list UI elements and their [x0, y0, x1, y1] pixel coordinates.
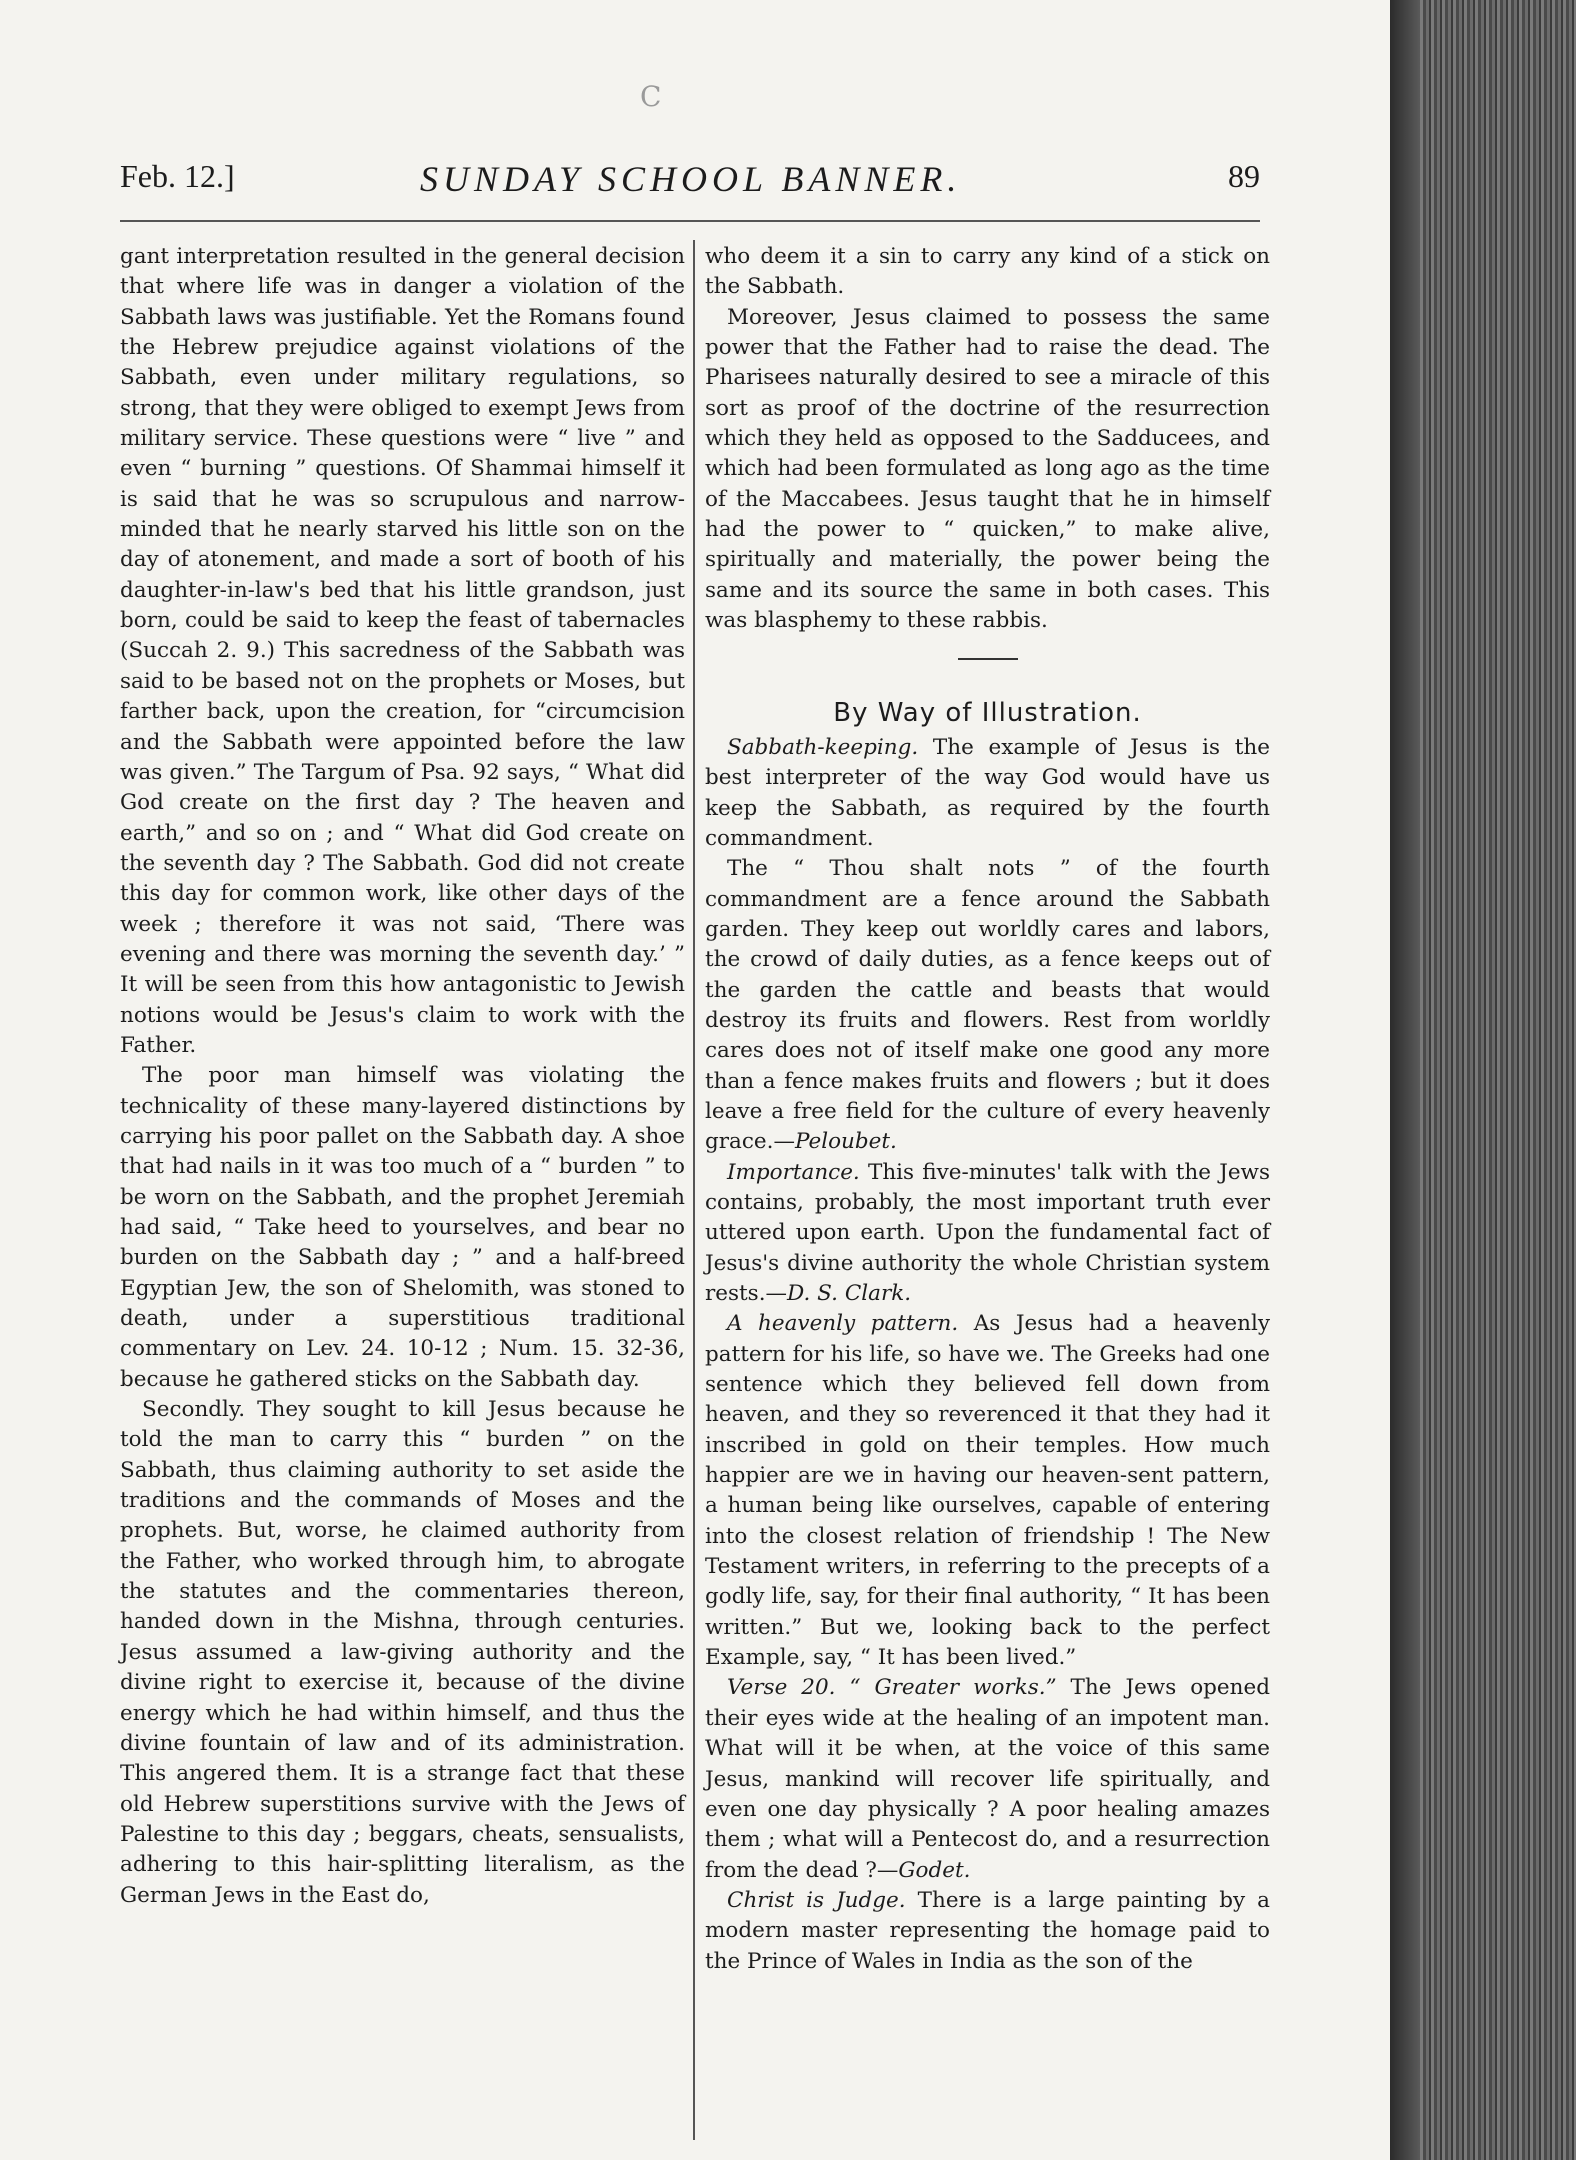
illustration-text: As Jesus had a heavenly pattern for his life, so have we. The Greeks had one sentence which they believed fell down from heaven, and they so reverenced it that they had it inscribed in gold on their temples. How much happier are we in having our heaven-sent pattern, a human being like ourselves, capable of entering into the closest relation of friendship ! The New Testament writers, in referring to the precepts of a godly life, say, for their final authority, “ It has been written.” But we, looking back to the perfect Example, say, “ It has been lived.” [705, 1311, 1270, 1671]
paragraph: Secondly. They sought to kill Jesus because he told the man to carry this “ burden ” on the Sabbath, thus claiming authority to set aside the traditions and the commands of Moses and the prophets. But, worse, he claimed authority from the Father, who worked through him, to abrogate the statutes and the commentaries thereon, handed down in the Mishna, through centuries. Jesus assumed a law-giving authority and the divine right to exercise it, because of the divine energy which he had within himself, and thus the divine fountain of law and of its administration. This angered them. It is a strange fact that these old Hebrew superstitions survive with the Jews of Palestine to this day ; beggars, cheats, sensualists, adhering to this hair-splitting literalism, as the German Jews in the East do, [120, 1397, 685, 1908]
illustration-lead: Christ is Judge. [727, 1887, 906, 1913]
illustration-text: The example of Jesus is the best interpreter of the way God would have us keep the Sabbath, as required by the fourth commandment. [705, 734, 1270, 851]
left-column [120, 242, 685, 1911]
book-spine-shadow [1390, 0, 1420, 2160]
section-separator [958, 658, 1018, 660]
running-head [120, 158, 1260, 208]
illustration-paragraph [705, 733, 1270, 854]
page-number: 89 [1228, 158, 1260, 194]
column-rule [693, 240, 695, 2140]
issue-date: Feb. 12.] [120, 158, 235, 194]
section-heading: By Way of Illustration. [833, 698, 1142, 729]
illustration-paragraph [705, 854, 1270, 1157]
illustration-text: There is a large painting by a modern master representing the homage paid to the Prince of Wales in India as the son of the [705, 1887, 1270, 1974]
illustration-text: The “ Thou shalt nots ” of the fourth commandment are a fence around the Sabbath garden. They keep out worldly cares and labors, the crowd of daily duties, as a fence keeps out of the garden the cattle and beasts that would destroy its fruits and flowers. Rest from worldly cares does not of itself make one good any more than a fence makes fruits and flowers ; but it does leave a free field for the culture of every heavenly grace.— [705, 856, 1270, 1155]
right-column [705, 242, 1270, 1977]
illustration-paragraph [705, 1673, 1270, 1885]
paragraph: gant interpretation resulted in the general decision that where life was in danger a violation of the Sabbath laws was justifiable. Yet the Romans found the Hebrew prejudice against violations of the Sabbath, even under military regulations, so strong, that they were obliged to exempt Jews from military service. These questions were “ live ” and even “ burning ” questions. Of Shammai himself it is said that he was so scrupulous and narrow-minded that he nearly starved his little son on the day of atonement, and made a sort of booth of his daughter-in-law's bed that his little grandson, just born, could be said to keep the feast of tabernacles (Succah 2. 9.) This sacredness of the Sabbath was said to be based not on the prophets or Moses, but farther back, upon the creation, for “circumcision and the Sabbath were appointed before the law was given.” The Targum of Psa. 92 says, “ What did God create on the first day ? The heaven and earth,” and so on ; and “ What did God create on the seventh day ? The Sabbath. God did not create this day for common work, like other days of the week ; therefore it was not said, ‘There was evening and there was morning the seventh day.’ ” It will be seen from this how antagonistic to Jewish notions would be Jesus's claim to work with the Father. [120, 244, 685, 1058]
illustration-text: The Jews opened their eyes wide at the healing of an impotent man. What will it be when, at the voice of this same Jesus, mankind will recover life spiritually, and even one day physically ? A poor healing amazes them ; what will a Pentecost do, and a resurrection from the dead ?— [705, 1675, 1270, 1883]
illustration-paragraph [705, 1309, 1270, 1673]
illustration-text: This five-minutes' talk with the Jews contains, probably, the most important truth ever uttered upon earth. Upon the fundamental fact of Jesus's divine authority the whole Christian system rests.— [705, 1159, 1270, 1306]
illustration-credit: Peloubet. [794, 1129, 897, 1155]
illustration-credit: Godet. [898, 1857, 971, 1883]
publication-title: SUNDAY SCHOOL BANNER. [420, 159, 962, 199]
paragraph: who deem it a sin to carry any kind of a stick on the Sabbath. [705, 244, 1270, 300]
paragraph: Moreover, Jesus claimed to possess the same power that the Father had to raise the dead. The Pharisees naturally desired to see a miracle of this sort as proof of the doctrine of the resurrection which they held as opposed to the Sadducees, and which had been formulated as long ago as the time of the Maccabees. Jesus taught that he in himself had the power to “ quicken,” to make alive, spiritually and materially, the power being the same and its source the same in both cases. This was blasphemy to these rabbis. [705, 304, 1270, 634]
illustration-lead: Verse 20. “ Greater works.” [727, 1675, 1057, 1701]
illustration-lead: A heavenly pattern. [727, 1311, 959, 1337]
header-rule [120, 220, 1260, 222]
illustration-paragraph [705, 1158, 1270, 1310]
book-edge [1390, 0, 1576, 2160]
illustration-paragraph [705, 1886, 1270, 1977]
top-mark: C [640, 80, 662, 113]
illustration-lead: Importance. [727, 1159, 860, 1185]
paragraph: The poor man himself was violating the technicality of these many-layered distinctions by carrying his poor pallet on the Sabbath day. A shoe that had nails in it was too much of a “ burden ” to be worn on the Sabbath, and the prophet Jeremiah had said, “ Take heed to yourselves, and bear no burden on the Sabbath day ; ” and a half-breed Egyptian Jew, the son of Shelomith, was stoned to death, under a superstitious traditional commentary on Lev. 24. 10-12 ; Num. 15. 32-36, because he gathered sticks on the Sabbath day. [120, 1063, 685, 1392]
illustration-lead: Sabbath-keeping. [727, 734, 919, 760]
illustration-credit: D. S. Clark. [787, 1281, 912, 1306]
